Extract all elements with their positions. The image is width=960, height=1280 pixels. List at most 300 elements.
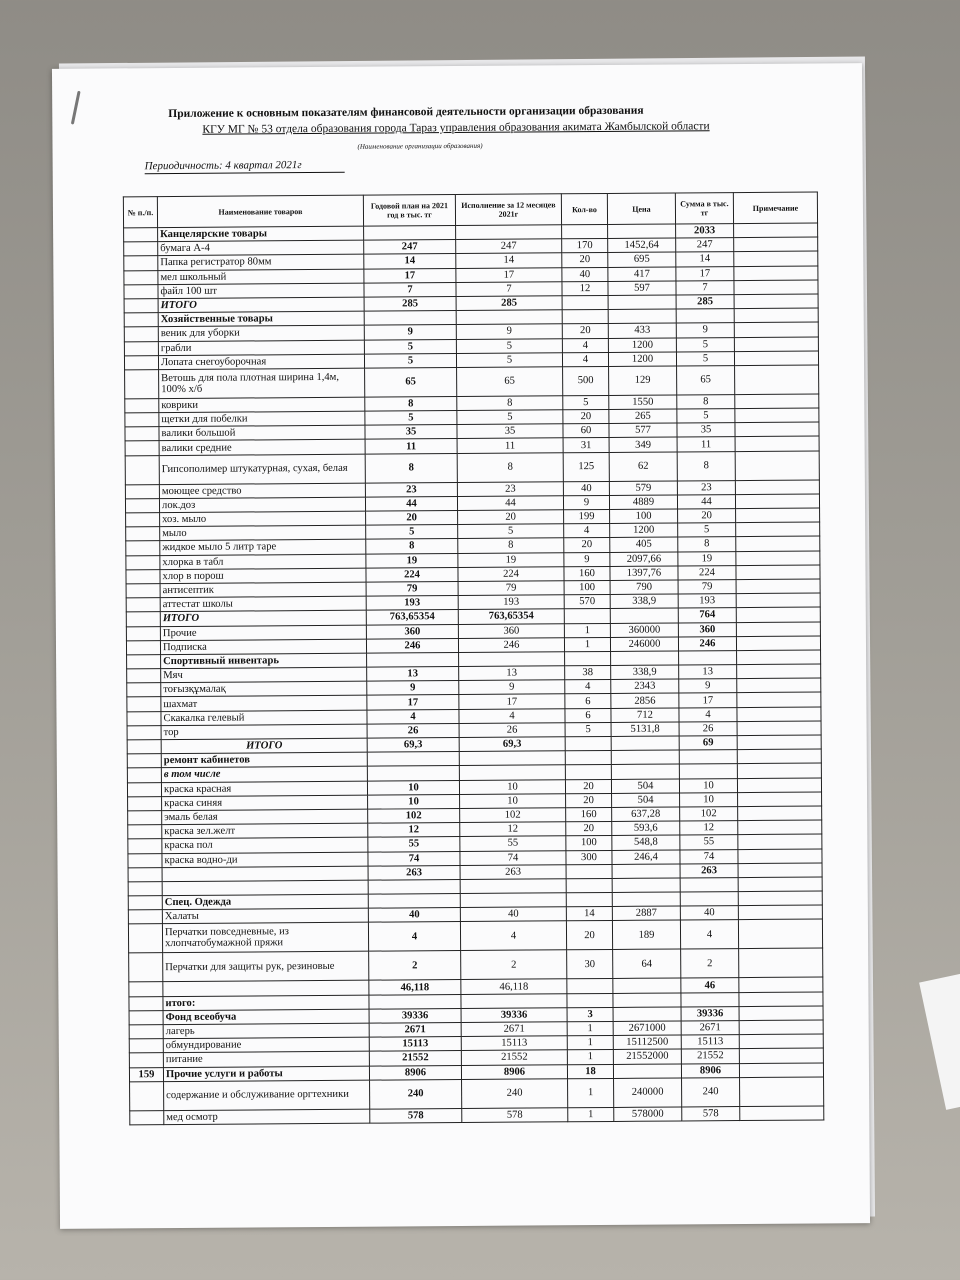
- cell-exec: 44: [457, 496, 563, 511]
- cell-price: [611, 750, 679, 765]
- cell-sum: 4: [680, 920, 738, 949]
- cell-price: 577: [609, 423, 677, 438]
- cell-qty: [566, 864, 612, 879]
- cell-qty: 20: [566, 793, 612, 808]
- cell-note: [737, 749, 821, 764]
- cell-note: [737, 650, 821, 665]
- cell-qty: [564, 609, 610, 624]
- cell-name: краска пол: [162, 837, 368, 853]
- cell-plan: 246: [366, 638, 458, 653]
- cell-num: [126, 598, 160, 612]
- cell-note: [736, 551, 820, 566]
- cell-num: [129, 1053, 163, 1067]
- cell-price: 265: [609, 409, 677, 424]
- cell-name: Подписка: [160, 639, 366, 655]
- cell-qty: 199: [564, 509, 610, 524]
- cell-num: [127, 725, 161, 739]
- cell-name: файл 100 шт: [158, 283, 364, 299]
- cell-name: жидкое мыло 5 литр таре: [160, 540, 366, 556]
- cell-name: валики большой: [159, 425, 365, 441]
- cell-note: [736, 522, 820, 537]
- cell-num: [128, 910, 162, 924]
- cell-note: [736, 636, 820, 651]
- cell-price: [611, 736, 679, 751]
- cell-plan: 26: [367, 723, 459, 738]
- cell-name: хлорка в табл: [160, 554, 366, 570]
- cell-exec: 74: [460, 850, 566, 865]
- cell-price: 1397,76: [610, 566, 678, 581]
- cell-plan: 17: [367, 695, 459, 710]
- cell-qty: 9: [564, 552, 610, 567]
- cell-note: [736, 607, 820, 622]
- cell-exec: 79: [458, 581, 564, 596]
- cell-num: [124, 270, 158, 284]
- cell-num: [125, 455, 159, 484]
- cell-plan: 14: [364, 254, 456, 269]
- cell-note: [738, 834, 822, 849]
- cell-price: 349: [609, 437, 677, 452]
- cell-qty: 100: [566, 836, 612, 851]
- cell-name: валики средние: [159, 440, 365, 456]
- cell-num: [127, 782, 161, 796]
- cell-note: [735, 451, 819, 481]
- cell-exec: 8906: [461, 1064, 567, 1079]
- cell-note: [735, 436, 819, 451]
- cell-qty: 1: [567, 1050, 613, 1065]
- cell-plan: 5: [366, 525, 458, 540]
- cell-exec: [460, 879, 566, 894]
- cell-plan: 39336: [369, 1008, 461, 1023]
- organization-note: (Наименование организации образования): [357, 141, 483, 151]
- cell-name: грабли: [158, 340, 364, 356]
- cell-price: [612, 878, 680, 893]
- cell-num: [125, 498, 159, 512]
- cell-exec: 40: [460, 907, 566, 922]
- cell-qty: 20: [564, 538, 610, 553]
- cell-sum: 46: [681, 978, 739, 993]
- cell-exec: 10: [459, 779, 565, 794]
- cell-sum: [679, 764, 737, 779]
- cell-plan: [364, 226, 456, 241]
- cell-qty: 20: [566, 822, 612, 837]
- cell-qty: 14: [566, 907, 612, 922]
- cell-qty: [567, 979, 613, 994]
- cell-price: [611, 764, 679, 779]
- cell-note: [738, 820, 822, 835]
- cell-sum: 246: [678, 636, 736, 651]
- cell-qty: 6: [565, 708, 611, 723]
- cell-qty: 125: [563, 452, 609, 481]
- cell-qty: 20: [566, 921, 612, 950]
- cell-note: [736, 565, 820, 580]
- cell-exec: 69,3: [459, 737, 565, 752]
- cell-note: [740, 1077, 824, 1107]
- cell-qty: 100: [564, 580, 610, 595]
- cell-sum: 10: [680, 792, 738, 807]
- cell-qty: 4: [564, 524, 610, 539]
- cell-num: [125, 484, 159, 498]
- cell-plan: [367, 652, 459, 667]
- cell-note: [739, 1048, 823, 1063]
- cell-num: [128, 881, 162, 895]
- col-header-exec: Исполнение за 12 месяцев 2021г: [455, 194, 561, 226]
- cell-sum: 764: [678, 608, 736, 623]
- cell-plan: 9: [367, 681, 459, 696]
- cell-num: [129, 1010, 163, 1024]
- cell-qty: 1: [564, 637, 610, 652]
- cell-plan: 40: [368, 908, 460, 923]
- cell-note: [734, 251, 818, 266]
- cell-sum: 360: [678, 622, 736, 637]
- cell-plan: 20: [366, 511, 458, 526]
- cell-qty: 4: [565, 680, 611, 695]
- cell-price: 62: [609, 452, 677, 481]
- cell-price: 2887: [612, 906, 680, 921]
- cell-plan: 17: [364, 268, 456, 283]
- cell-plan: 15113: [369, 1037, 461, 1052]
- col-header-price: Цена: [607, 193, 675, 224]
- cell-plan: 5: [364, 353, 456, 368]
- cell-price: 360000: [610, 622, 678, 637]
- cell-name: лок.доз: [159, 497, 365, 513]
- cell-price: [612, 864, 680, 879]
- cell-plan: 224: [366, 567, 458, 582]
- cell-qty: 40: [562, 267, 608, 282]
- cell-name: Хозяйственные товары: [158, 311, 364, 327]
- cell-exec: 26: [459, 723, 565, 738]
- organization-name: КГУ МГ № 53 отдела образования города Тараз управления образования акимата Жамбылской области: [202, 120, 710, 136]
- cell-exec: [459, 751, 565, 766]
- cell-num: [126, 541, 160, 555]
- cell-qty: [562, 224, 608, 239]
- cell-sum: [676, 309, 734, 324]
- cell-plan: [369, 994, 461, 1009]
- cell-note: [737, 721, 821, 736]
- cell-qty: 20: [565, 779, 611, 794]
- cell-exec: 9: [456, 324, 562, 339]
- cell-note: [738, 863, 822, 878]
- cell-qty: 18: [567, 1064, 613, 1079]
- cell-exec: [459, 652, 565, 667]
- cell-num: [127, 740, 161, 754]
- cell-num: [128, 924, 162, 953]
- cell-num: [129, 1039, 163, 1053]
- cell-sum: [680, 892, 738, 907]
- cell-num: [124, 327, 158, 341]
- cell-exec: 21552: [461, 1050, 567, 1065]
- cell-price: 2856: [611, 693, 679, 708]
- cell-exec: 12: [460, 822, 566, 837]
- cell-sum: 20: [678, 509, 736, 524]
- cell-price: [613, 978, 681, 993]
- cell-price: [608, 224, 676, 239]
- cell-note: [735, 480, 819, 495]
- cell-sum: 19: [678, 551, 736, 566]
- cell-note: [735, 422, 819, 437]
- cell-price: 15112500: [613, 1035, 681, 1050]
- cell-exec: 65: [457, 367, 563, 397]
- cell-note: [736, 621, 820, 636]
- cell-name: Перчатки повседневные, из хлопчатобумажной пряжи: [162, 923, 368, 953]
- cell-exec: 39336: [461, 1008, 567, 1023]
- cell-price: 504: [612, 793, 680, 808]
- cell-price: 246,4: [612, 849, 680, 864]
- cell-price: 417: [608, 267, 676, 282]
- cell-name: Ветошь для пола плотная ширина 1,4м, 100% х/б: [159, 368, 365, 398]
- cell-plan: 5: [364, 339, 456, 354]
- cell-plan: 285: [364, 296, 456, 311]
- cell-price: 433: [608, 323, 676, 338]
- cell-plan: 360: [366, 624, 458, 639]
- cell-num: [125, 441, 159, 455]
- cell-num: [129, 996, 163, 1010]
- cell-exec: 193: [458, 595, 564, 610]
- cell-plan: 8: [365, 396, 457, 411]
- cell-num: [124, 313, 158, 327]
- cell-exec: 102: [460, 808, 566, 823]
- cell-qty: 20: [562, 253, 608, 268]
- cell-sum: 26: [679, 721, 737, 736]
- cell-plan: 13: [367, 667, 459, 682]
- cell-name: антисептик: [160, 582, 366, 598]
- cell-sum: 102: [680, 807, 738, 822]
- col-header-plan: Годовой план на 2021 год в тыс. тг: [363, 195, 455, 227]
- cell-name: Скакалка гелевый: [161, 710, 367, 726]
- cell-plan: 44: [365, 496, 457, 511]
- cell-exec: 247: [456, 239, 562, 254]
- cell-sum: 23: [677, 480, 735, 495]
- cell-plan: 46,118: [369, 980, 461, 995]
- cell-sum: 17: [676, 266, 734, 281]
- cell-price: 1200: [610, 523, 678, 538]
- cell-num: [126, 555, 160, 569]
- cell-note: [736, 593, 820, 608]
- cell-name: питание: [163, 1052, 369, 1068]
- cell-sum: 247: [676, 238, 734, 253]
- cell-qty: 6: [565, 694, 611, 709]
- cell-exec: 17: [459, 694, 565, 709]
- cell-exec: 578: [462, 1108, 568, 1123]
- cell-name: Папка регистратор 80мм: [158, 255, 364, 271]
- cell-sum: 7: [676, 280, 734, 295]
- cell-qty: 1: [568, 1107, 614, 1122]
- col-header-note: Примечание: [733, 192, 817, 224]
- paper-corner: [919, 970, 960, 1110]
- cell-note: [735, 394, 819, 409]
- cell-exec: 360: [458, 623, 564, 638]
- cell-name: хоз. мыло: [160, 511, 366, 527]
- cell-plan: 578: [370, 1108, 462, 1123]
- cell-plan: 247: [364, 240, 456, 255]
- cell-qty: 9: [563, 495, 609, 510]
- cell-exec: 246: [458, 637, 564, 652]
- cell-qty: 300: [566, 850, 612, 865]
- cell-qty: 1: [564, 623, 610, 638]
- cell-plan: 23: [365, 482, 457, 497]
- cell-name: бумага А-4: [158, 240, 364, 256]
- cell-qty: [562, 310, 608, 325]
- cell-exec: 2671: [461, 1022, 567, 1037]
- cell-plan: 2: [369, 951, 461, 981]
- cell-qty: 20: [563, 410, 609, 425]
- cell-name: щетки для побелки: [159, 411, 365, 427]
- cell-note: [737, 664, 821, 679]
- cell-num: [128, 811, 162, 825]
- cell-name: ИТОГО: [158, 297, 364, 313]
- cell-num: [127, 768, 161, 782]
- cell-note: [739, 1034, 823, 1049]
- cell-note: [734, 322, 818, 337]
- cell-sum: 8: [677, 394, 735, 409]
- cell-note: [734, 336, 818, 351]
- cell-sum: 14: [676, 252, 734, 267]
- cell-name: краска красная: [161, 781, 367, 797]
- col-header-name: Наименование товаров: [157, 195, 363, 227]
- cell-exec: 14: [456, 253, 562, 268]
- cell-plan: 55: [368, 837, 460, 852]
- cell-name: ИТОГО: [160, 610, 366, 626]
- cell-exec: 285: [456, 296, 562, 311]
- cell-sum: 40: [680, 906, 738, 921]
- cell-sum: [681, 992, 739, 1007]
- cell-name: обмундирование: [163, 1037, 369, 1053]
- cell-price: 637,28: [612, 807, 680, 822]
- cell-note: [737, 678, 821, 693]
- cell-num: [124, 242, 158, 256]
- cell-sum: 10: [679, 778, 737, 793]
- cell-name: Мяч: [161, 667, 367, 683]
- cell-num: [127, 697, 161, 711]
- cell-price: 1452,64: [608, 238, 676, 253]
- cell-qty: 4: [562, 338, 608, 353]
- cell-exec: 5: [457, 410, 563, 425]
- cell-exec: 10: [460, 794, 566, 809]
- cell-plan: [364, 311, 456, 326]
- cell-exec: [459, 765, 565, 780]
- cell-plan: 193: [366, 596, 458, 611]
- cell-num: [127, 754, 161, 768]
- cell-qty: [565, 651, 611, 666]
- cell-sum: 193: [678, 594, 736, 609]
- cell-plan: 12: [368, 823, 460, 838]
- cell-sum: 21552: [681, 1049, 739, 1064]
- cell-sum: 5: [677, 409, 735, 424]
- cell-num: [126, 527, 160, 541]
- cell-exec: 8: [458, 538, 564, 553]
- cell-qty: 31: [563, 438, 609, 453]
- cell-qty: 1: [567, 1036, 613, 1051]
- cell-plan: 7: [364, 282, 456, 297]
- cell-price: 597: [608, 281, 676, 296]
- cell-price: 405: [610, 537, 678, 552]
- cell-plan: 79: [366, 581, 458, 596]
- cell-qty: 160: [566, 807, 612, 822]
- cell-sum: 55: [680, 835, 738, 850]
- cell-num: [127, 654, 161, 668]
- cell-qty: [566, 893, 612, 908]
- cell-exec: 4: [460, 921, 566, 951]
- cell-price: 189: [612, 920, 680, 949]
- cell-note: [734, 223, 818, 238]
- cell-exec: 5: [456, 352, 562, 367]
- cell-note: [738, 919, 822, 949]
- cell-exec: 11: [457, 438, 563, 453]
- col-header-qty: Кол-во: [561, 193, 607, 224]
- cell-name: содержание и обслуживание оргтехники: [164, 1080, 370, 1110]
- cell-qty: 38: [565, 666, 611, 681]
- cell-name: Прочие: [160, 625, 366, 641]
- cell-plan: 9: [364, 325, 456, 340]
- cell-price: [613, 1007, 681, 1022]
- cell-exec: 224: [458, 567, 564, 582]
- cell-plan: 4: [368, 922, 460, 952]
- cell-plan: 763,65354: [366, 610, 458, 625]
- cell-exec: 263: [460, 864, 566, 879]
- cell-exec: 8: [457, 452, 563, 482]
- cell-price: 504: [611, 779, 679, 794]
- cell-price: [608, 309, 676, 324]
- staple: [71, 91, 81, 125]
- cell-price: 695: [608, 252, 676, 267]
- cell-num: [130, 1081, 164, 1110]
- cell-qty: 1: [567, 1021, 613, 1036]
- cell-note: [736, 536, 820, 551]
- cell-name: Фонд всеобуча: [163, 1009, 369, 1025]
- cell-sum: 8: [678, 537, 736, 552]
- cell-plan: 10: [367, 780, 459, 795]
- cell-plan: 11: [365, 439, 457, 454]
- cell-sum: 578: [682, 1106, 740, 1121]
- cell-qty: 1: [568, 1078, 614, 1107]
- cell-name: Спец. Одежда: [162, 894, 368, 910]
- cell-sum: 35: [677, 423, 735, 438]
- cell-note: [738, 792, 822, 807]
- cell-sum: [680, 877, 738, 892]
- cell-note: [740, 1106, 824, 1121]
- cell-price: 4889: [609, 495, 677, 510]
- cell-sum: 5: [678, 523, 736, 538]
- cell-exec: [461, 993, 567, 1008]
- cell-sum: 12: [680, 821, 738, 836]
- cell-plan: 69,3: [367, 738, 459, 753]
- cell-note: [737, 763, 821, 778]
- cell-num: [127, 669, 161, 683]
- cell-num: [126, 584, 160, 598]
- cell-num: [124, 299, 158, 313]
- cell-exec: 15113: [461, 1036, 567, 1051]
- cell-sum: 2671: [681, 1021, 739, 1036]
- cell-name: Перчатки для защиты рук, резиновые: [163, 952, 369, 982]
- cell-plan: 102: [368, 808, 460, 823]
- cell-num: [127, 683, 161, 697]
- cell-name: в том числе: [161, 767, 367, 783]
- cell-note: [739, 1063, 823, 1078]
- cell-name: Спортивный инвентарь: [161, 653, 367, 669]
- cell-qty: [565, 736, 611, 751]
- cell-plan: 8: [366, 539, 458, 554]
- cell-qty: 3: [567, 1007, 613, 1022]
- cell-plan: 35: [365, 425, 457, 440]
- cell-name: мел школьный: [158, 269, 364, 285]
- cell-name: [163, 981, 369, 997]
- cell-num: [124, 341, 158, 355]
- cell-name: Халаты: [162, 908, 368, 924]
- cell-exec: [456, 225, 562, 240]
- cell-name: Канцелярские товары: [158, 226, 364, 242]
- cell-price: 2343: [611, 679, 679, 694]
- cell-name: тоғызқұмалақ: [161, 681, 367, 697]
- cell-sum: 65: [677, 365, 735, 394]
